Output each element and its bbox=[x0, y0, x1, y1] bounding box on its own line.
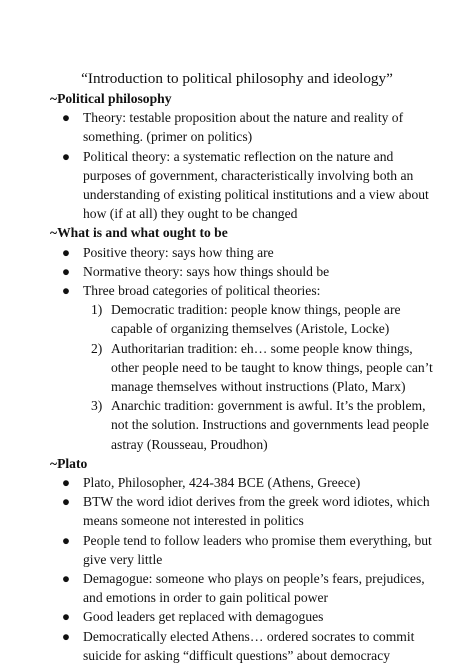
numbered-item-text: Democratic tradition: people know things, people are capable of organizing themselves (Aristole, Locke) bbox=[111, 302, 401, 337]
list-item bbox=[50, 607, 435, 626]
section-heading-plato: ~Plato bbox=[50, 455, 88, 471]
bullet-icon: ● bbox=[61, 532, 71, 548]
numbered-item bbox=[50, 300, 435, 338]
bullet-icon: ● bbox=[61, 244, 71, 260]
list-item bbox=[50, 147, 435, 224]
item-number: 2) bbox=[91, 340, 103, 356]
list-item bbox=[50, 281, 435, 300]
bullet-icon: ● bbox=[61, 628, 71, 644]
section-heading-political-philosophy: ~Political philosophy bbox=[50, 91, 172, 106]
item-number: 3) bbox=[91, 398, 103, 414]
bullet-icon: ● bbox=[61, 110, 71, 126]
list-item bbox=[50, 531, 435, 569]
list-item bbox=[50, 492, 435, 530]
list-item bbox=[50, 627, 435, 665]
numbered-item bbox=[50, 339, 435, 397]
list-item-text: Democratically elected Athens… ordered socrates to commit suicide for asking “difficult questions” about democracy bbox=[83, 628, 415, 663]
bullet-icon: ● bbox=[61, 494, 71, 510]
section-heading-what-is-and-what-ought-to-be: ~What is and what ought to be bbox=[50, 225, 228, 241]
list-item-text: Positive theory: says how thing are bbox=[83, 244, 274, 260]
list-item bbox=[50, 569, 435, 607]
list-item bbox=[50, 243, 435, 262]
bullet-icon: ● bbox=[61, 609, 71, 625]
list-item-text: Normative theory: says how things should be bbox=[83, 263, 330, 279]
bullet-icon: ● bbox=[61, 263, 71, 279]
list-item bbox=[50, 108, 435, 146]
list-item bbox=[50, 262, 435, 281]
numbered-item bbox=[50, 396, 435, 454]
list-item-text: Three broad categories of political theories: bbox=[83, 283, 321, 299]
list-item bbox=[50, 473, 435, 492]
page-title: “Introduction to political philosophy and ideology” bbox=[81, 70, 393, 87]
list-item-text: Good leaders get replaced with demagogues bbox=[83, 609, 324, 625]
list-item-text: Demagogue: someone who plays on people’s fears, prejudices, and emotions in order to gain political power bbox=[83, 571, 425, 606]
numbered-list-political-traditions bbox=[50, 300, 435, 454]
bullet-list-what-is bbox=[50, 243, 435, 301]
bullet-icon: ● bbox=[61, 571, 71, 587]
bullet-list-plato bbox=[50, 473, 435, 665]
list-item-text: Political theory: a systematic reflection on the nature and purposes of government, characteristically involving both an understanding of existing political institutions and a view about how (if at all) they ought to be changed bbox=[83, 148, 429, 222]
numbered-item-text: Authoritarian tradition: eh… some people know things, other people need to be taught to know things, people can’t manage themselves without instructions (Plato, Marx) bbox=[111, 340, 433, 395]
document-body bbox=[50, 89, 435, 665]
bullet-icon: ● bbox=[61, 475, 71, 491]
list-item-text: BTW the word idiot derives from the greek word idiotes, which means someone not interested in politics bbox=[83, 494, 430, 529]
list-item-text: Plato, Philosopher, 424-384 BCE (Athens, Greece) bbox=[83, 475, 361, 491]
list-item-text: Theory: testable proposition about the nature and reality of something. (primer on politics) bbox=[83, 110, 404, 145]
numbered-item-text: Anarchic tradition: government is awful. It’s the problem, not the solution. Instructions and governments lead people astray (Rousseau, Proudhon) bbox=[111, 398, 429, 452]
item-number: 1) bbox=[91, 302, 103, 318]
list-item-text: People tend to follow leaders who promise them everything, but give very little bbox=[83, 532, 432, 567]
bullet-list-political-philosophy bbox=[50, 108, 435, 223]
bullet-icon: ● bbox=[61, 283, 71, 299]
bullet-icon: ● bbox=[61, 148, 71, 164]
